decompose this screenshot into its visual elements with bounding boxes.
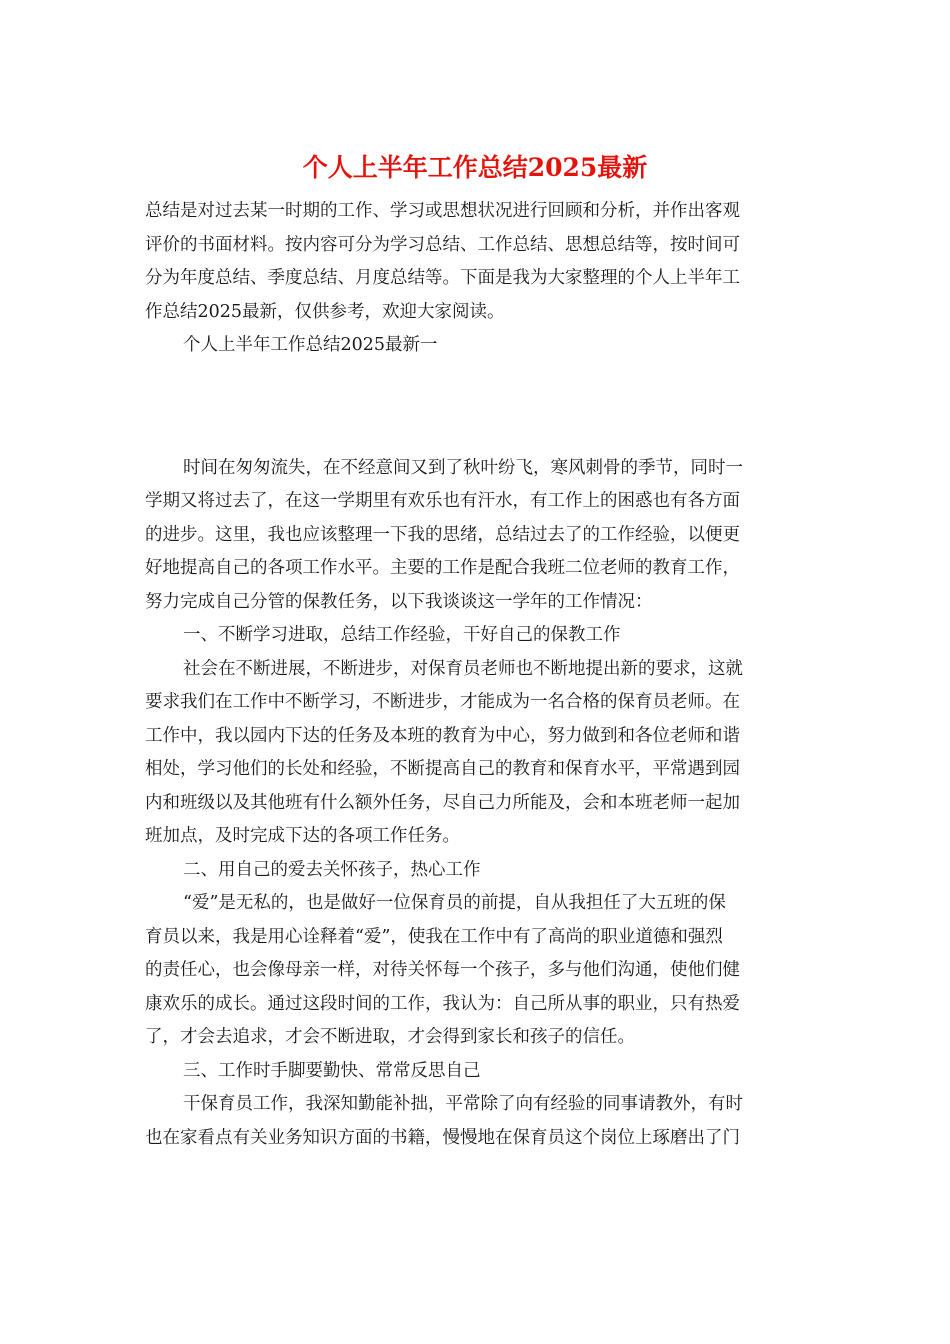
- text-line: 分为年度总结、季度总结、月度总结等。下面是我为大家整理的个人上半年工: [145, 268, 740, 288]
- section-subtitle: 个人上半年工作总结2025最新一: [183, 335, 438, 355]
- text-line: 的责任心，也会像母亲一样，对待关怀每一个孩子，多与他们沟通，使他们健: [145, 960, 740, 980]
- section-heading-3: 三、工作时手脚要勤快、常常反思自己: [183, 1060, 481, 1081]
- text-line: 班加点，及时完成下达的各项工作任务。: [145, 826, 460, 846]
- text-line: 育员以来，我是用心诠释着“爱”，使我在工作中有了高尚的职业道德和强烈: [145, 926, 723, 947]
- text-line: 的进步。这里，我也应该整理一下我的思绪，总结过去了的工作经验，以便更: [145, 524, 740, 545]
- section-heading-1: 一、不断学习进取，总结工作经验，干好自己的保教工作: [183, 625, 621, 645]
- text-line: 内和班级以及其他班有什么额外任务，尽自己力所能及，会和本班老师一起加: [145, 792, 740, 813]
- text-line: 要求我们在工作中不断学习，不断进步，才能成为一名合格的保育员老师。在: [145, 692, 740, 712]
- paragraph-3: [145, 887, 805, 1055]
- text-line: “爱”是无私的，也是做好一位保育员的前提，自从我担任了大五班的保: [183, 893, 726, 913]
- text-line: 康欢乐的成长。通过这段时间的工作，我认为：自己所从事的职业，只有热爱: [145, 993, 740, 1014]
- text-line: 作总结2025最新，仅供参考，欢迎大家阅读。: [145, 301, 505, 322]
- document-body: [145, 195, 805, 1155]
- document-title: 个人上半年工作总结2025最新: [302, 153, 648, 182]
- section-heading-2: 二、用自己的爱去关怀孩子，热心工作: [183, 859, 481, 880]
- text-line: 学期又将过去了，在这一学期里有欢乐也有汗水，有工作上的困惑也有各方面: [145, 491, 740, 511]
- text-line: 总结是对过去某一时期的工作、学习或思想状况进行回顾和分析，并作出客观: [145, 201, 740, 221]
- text-line: 时间在匆匆流失，在不经意间又到了秋叶纷飞，寒风刺骨的季节，同时一: [183, 457, 743, 478]
- text-line: 工作中，我以园内下达的任务及本班的教育为中心，努力做到和各位老师和谐: [145, 725, 740, 746]
- paragraph-4: [145, 1088, 805, 1155]
- text-line: 干保育员工作，我深知勤能补拙，平常除了向有经验的同事请教外，有时: [183, 1094, 743, 1114]
- text-line: 评价的书面材料。按内容可分为学习总结、工作总结、思想总结等，按时间可: [145, 234, 740, 255]
- intro-paragraph: [145, 195, 805, 329]
- text-line: 社会在不断进展，不断进步，对保育员老师也不断地提出新的要求，这就: [183, 658, 743, 679]
- text-line: 了，才会去追求，才会不断进取，才会得到家长和孩子的信任。: [145, 1027, 635, 1047]
- text-line: 也在家看点有关业务知识方面的书籍，慢慢地在保育员这个岗位上琢磨出了门: [145, 1127, 740, 1148]
- paragraph-1: [145, 452, 805, 620]
- text-line: 好地提高自己的各项工作水平。主要的工作是配合我班二位老师的教育工作，: [145, 558, 740, 578]
- paragraph-2: [145, 653, 805, 854]
- blank-space: [145, 363, 805, 452]
- text-line: 努力完成自己分管的保教任务，以下我谈谈这一学年的工作情况：: [145, 591, 653, 612]
- text-line: 相处，学习他们的长处和经验，不断提高自己的教育和保育水平，平常遇到园: [145, 759, 740, 779]
